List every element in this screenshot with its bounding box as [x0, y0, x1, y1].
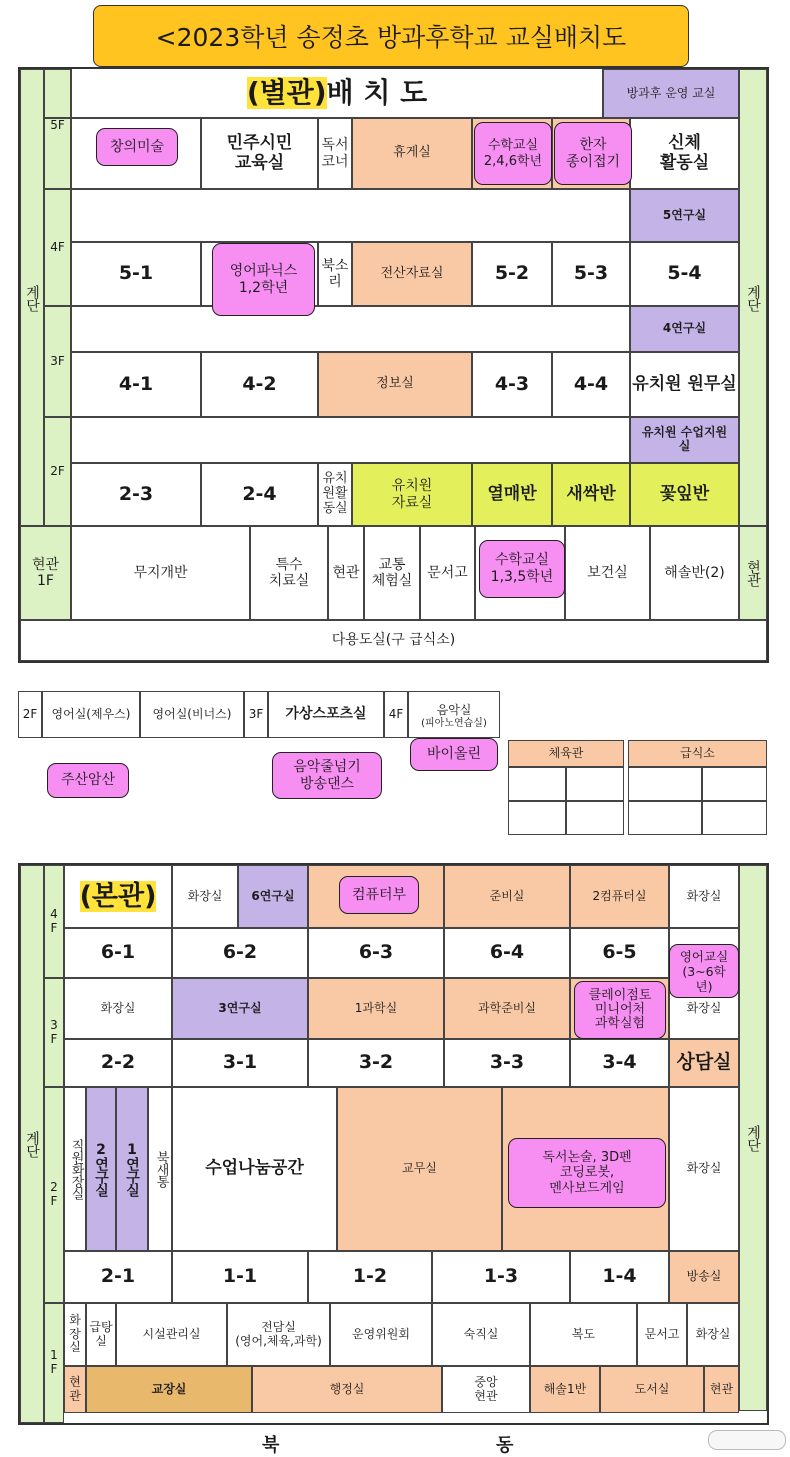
room-6-5: 6-5 — [570, 928, 669, 978]
room-facility: 시설관리실 — [116, 1303, 227, 1366]
gym-grid-cell — [566, 767, 624, 801]
room-research-6: 6연구실 — [238, 865, 308, 928]
gym-grid-cell — [508, 801, 566, 835]
gym-grid-cell — [508, 767, 566, 801]
room-6-1: 6-1 — [64, 928, 172, 978]
cafeteria-grid-cell — [628, 801, 702, 835]
annex-floor-5f-top — [44, 69, 71, 118]
room-toilet-4f-1: 화장실 — [172, 865, 238, 928]
main-stairs-right: 계단 — [739, 865, 767, 1411]
room-toilet-3f-2: 화장실 — [669, 978, 739, 1039]
overlay-widget[interactable] — [708, 1430, 786, 1450]
room-special-therapy: 특수 치료실 — [250, 526, 328, 620]
program-clay: 클레이점토 미니어처 과학실험 — [574, 981, 666, 1039]
room-4-4: 4-4 — [552, 352, 630, 417]
room-cafeteria: 급식소 — [628, 740, 767, 767]
mid-floor-4f: 4F — [384, 691, 408, 738]
room-traffic: 교통 체험실 — [364, 526, 420, 620]
room-counseling: 상담실 — [669, 1039, 739, 1087]
room-research-3: 3연구실 — [172, 978, 308, 1039]
annex-4f-corridor — [71, 189, 630, 242]
room-physical: 신체 활동실 — [630, 118, 739, 189]
room-5-2: 5-2 — [472, 242, 552, 306]
program-hanja: 한자 종이접기 — [554, 122, 632, 185]
room-broadcast: 방송실 — [669, 1251, 739, 1303]
room-reading-corner: 독서 코너 — [318, 118, 352, 189]
room-science-prep: 과학준비실 — [444, 978, 570, 1039]
room-1-2: 1-2 — [308, 1251, 432, 1303]
room-lounge: 휴게실 — [352, 118, 472, 189]
annex-floor-2f: 2F — [44, 417, 71, 526]
room-buksori: 북소 리 — [318, 242, 352, 306]
room-music-label: 음악실 — [436, 703, 472, 717]
room-staff-toilet: 직원화장실 — [64, 1087, 86, 1251]
room-3-2: 3-2 — [308, 1039, 444, 1087]
page-title: <2023학년 송정초 방과후학교 교실배치도 — [93, 5, 689, 67]
central-entrance: 중앙 현관 — [442, 1366, 530, 1413]
cafeteria-grid-cell — [628, 767, 702, 801]
room-kettle: 급탕 실 — [86, 1303, 116, 1366]
room-buksaetong: 북새통 — [148, 1087, 172, 1251]
cafeteria-grid-cell — [702, 767, 767, 801]
annex-stairs-right: 계단 — [739, 69, 767, 526]
room-1-1: 1-1 — [172, 1251, 308, 1303]
main-floor-4f: 4 F — [44, 865, 64, 978]
annex-heading-paren: (별관) — [246, 75, 327, 109]
annex-heading — [71, 69, 603, 118]
room-3-1: 3-1 — [172, 1039, 308, 1087]
program-computer-club: 컴퓨터부 — [339, 876, 419, 914]
room-4-1: 4-1 — [71, 352, 201, 417]
room-mujigae: 무지개반 — [71, 526, 250, 620]
annex-stairs-left: 계단 — [20, 69, 44, 526]
room-gym: 체육관 — [508, 740, 624, 767]
room-night-duty: 숙직실 — [432, 1303, 530, 1366]
bottom-fragment-right: 동 — [496, 1435, 514, 1456]
room-2-2: 2-2 — [64, 1039, 172, 1087]
room-3-4: 3-4 — [570, 1039, 669, 1087]
program-math-135: 수학교실 1,3,5학년 — [479, 540, 565, 598]
program-abacus: 주산암산 — [47, 763, 129, 798]
gym-grid-cell — [566, 801, 624, 835]
room-toilet-2f: 화장실 — [669, 1087, 739, 1251]
room-research-5: 5연구실 — [630, 189, 739, 242]
room-2-3: 2-3 — [71, 463, 201, 526]
room-yeolmae: 열매반 — [472, 463, 552, 526]
room-english-venus: 영어실(비너스) — [140, 691, 244, 738]
room-minju: 민주시민 교육실 — [201, 118, 318, 189]
room-kinder-support: 유치원 수업지원 실 — [630, 417, 739, 463]
main-entrance-left: 현 관 — [64, 1366, 86, 1413]
room-multipurpose: 다용도실(구 급식소) — [20, 620, 767, 661]
room-5-3: 5-3 — [552, 242, 630, 306]
room-english-zeus: 영어실(제우스) — [42, 691, 140, 738]
room-computer-2: 2컴퓨터실 — [570, 865, 669, 928]
program-debate: 독서논술, 3D펜 코딩로봇, 멘사보드게임 — [508, 1138, 666, 1208]
room-2-1: 2-1 — [64, 1251, 172, 1303]
room-principal: 교장실 — [86, 1366, 252, 1413]
room-5-4: 5-4 — [630, 242, 739, 306]
main-heading: (본관) — [64, 865, 172, 928]
annex-floor-5f: 5F — [44, 118, 71, 189]
program-math-246: 수학교실 2,4,6학년 — [474, 122, 552, 185]
room-annex-entrance: 현관 — [328, 526, 364, 620]
room-sharing-space: 수업나눔공간 — [172, 1087, 337, 1251]
room-library: 도서실 — [600, 1366, 704, 1413]
room-toilet-4f-2: 화장실 — [669, 865, 739, 928]
main-floor-1f: 1 F — [44, 1303, 64, 1423]
room-kkotip: 꽃잎반 — [630, 463, 739, 526]
room-2-4: 2-4 — [201, 463, 318, 526]
main-floor-3f: 3 F — [44, 978, 64, 1087]
room-prep: 준비실 — [444, 865, 570, 928]
room-archive: 문서고 — [420, 526, 475, 620]
program-creative-art: 창의미술 — [96, 128, 178, 166]
room-virtual-sports: 가상스포츠실 — [268, 691, 384, 738]
room-kinder-office: 유치원 원무실 — [630, 352, 739, 417]
room-6-3: 6-3 — [308, 928, 444, 978]
room-toilet-1f: 화장 실 — [64, 1303, 86, 1366]
annex-3f-corridor — [71, 306, 630, 352]
program-english-phonics: 영어파닉스 1,2학년 — [212, 243, 315, 316]
room-saessak: 새싹반 — [552, 463, 630, 526]
room-science-1: 1과학실 — [308, 978, 444, 1039]
room-research-1: 1연구실 — [116, 1087, 148, 1251]
room-5-1: 5-1 — [71, 242, 201, 306]
mid-floor-2f: 2F — [18, 691, 42, 738]
room-kinder-data: 유치원 자료실 — [352, 463, 472, 526]
room-3-3: 3-3 — [444, 1039, 570, 1087]
program-english-main: 영어교실 (3~6학년) — [669, 944, 739, 998]
annex-entrance-right: 현관 — [739, 526, 767, 620]
annex-floor-3f: 3F — [44, 306, 71, 417]
room-research-4: 4연구실 — [630, 306, 739, 352]
room-toilet-3f-1: 화장실 — [64, 978, 172, 1039]
room-1-4: 1-4 — [570, 1251, 669, 1303]
room-haesol1: 해솔1반 — [530, 1366, 600, 1413]
room-info: 정보실 — [318, 352, 472, 417]
room-music-sub: (피아노연습실) — [421, 717, 487, 729]
room-toilet-1f-2: 화장실 — [687, 1303, 739, 1366]
mid-floor-3f: 3F — [244, 691, 268, 738]
room-admin: 행정실 — [252, 1366, 442, 1413]
room-staffroom: 교무실 — [337, 1087, 502, 1251]
main-floor-2f: 2 F — [44, 1087, 64, 1303]
program-jumprope: 음악줄넘기 방송댄스 — [272, 752, 382, 799]
room-archive-main: 문서고 — [637, 1303, 687, 1366]
main-stairs-left: 계단 — [20, 865, 44, 1423]
cafeteria-grid-cell — [702, 801, 767, 835]
annex-floor-4f: 4F — [44, 189, 71, 306]
room-dedicated: 전담실 (영어,체육,과학) — [227, 1303, 330, 1366]
hallway: 복도 — [530, 1303, 637, 1366]
room-data-room: 전산자료실 — [352, 242, 472, 306]
annex-legend: 방과후 운영 교실 — [603, 69, 739, 118]
room-4-3: 4-3 — [472, 352, 552, 417]
room-4-2: 4-2 — [201, 352, 318, 417]
program-violin: 바이올린 — [410, 738, 498, 771]
room-haesol2: 해솔반(2) — [650, 526, 739, 620]
main-entrance-right: 현관 — [704, 1366, 739, 1413]
room-1-3: 1-3 — [432, 1251, 570, 1303]
room-6-4: 6-4 — [444, 928, 570, 978]
annex-floor-1f: 현관 1F — [20, 526, 71, 620]
room-6-2: 6-2 — [172, 928, 308, 978]
annex-heading-rest: 배 치 도 — [326, 75, 428, 109]
room-music — [408, 691, 500, 738]
room-health: 보건실 — [565, 526, 650, 620]
annex-2f-corridor — [71, 417, 630, 463]
room-kinder-activity: 유치 원활 동실 — [318, 463, 352, 526]
room-research-2: 2연구실 — [86, 1087, 116, 1251]
room-committee: 운영위원회 — [330, 1303, 432, 1366]
bottom-fragment-left: 북 — [262, 1435, 280, 1456]
